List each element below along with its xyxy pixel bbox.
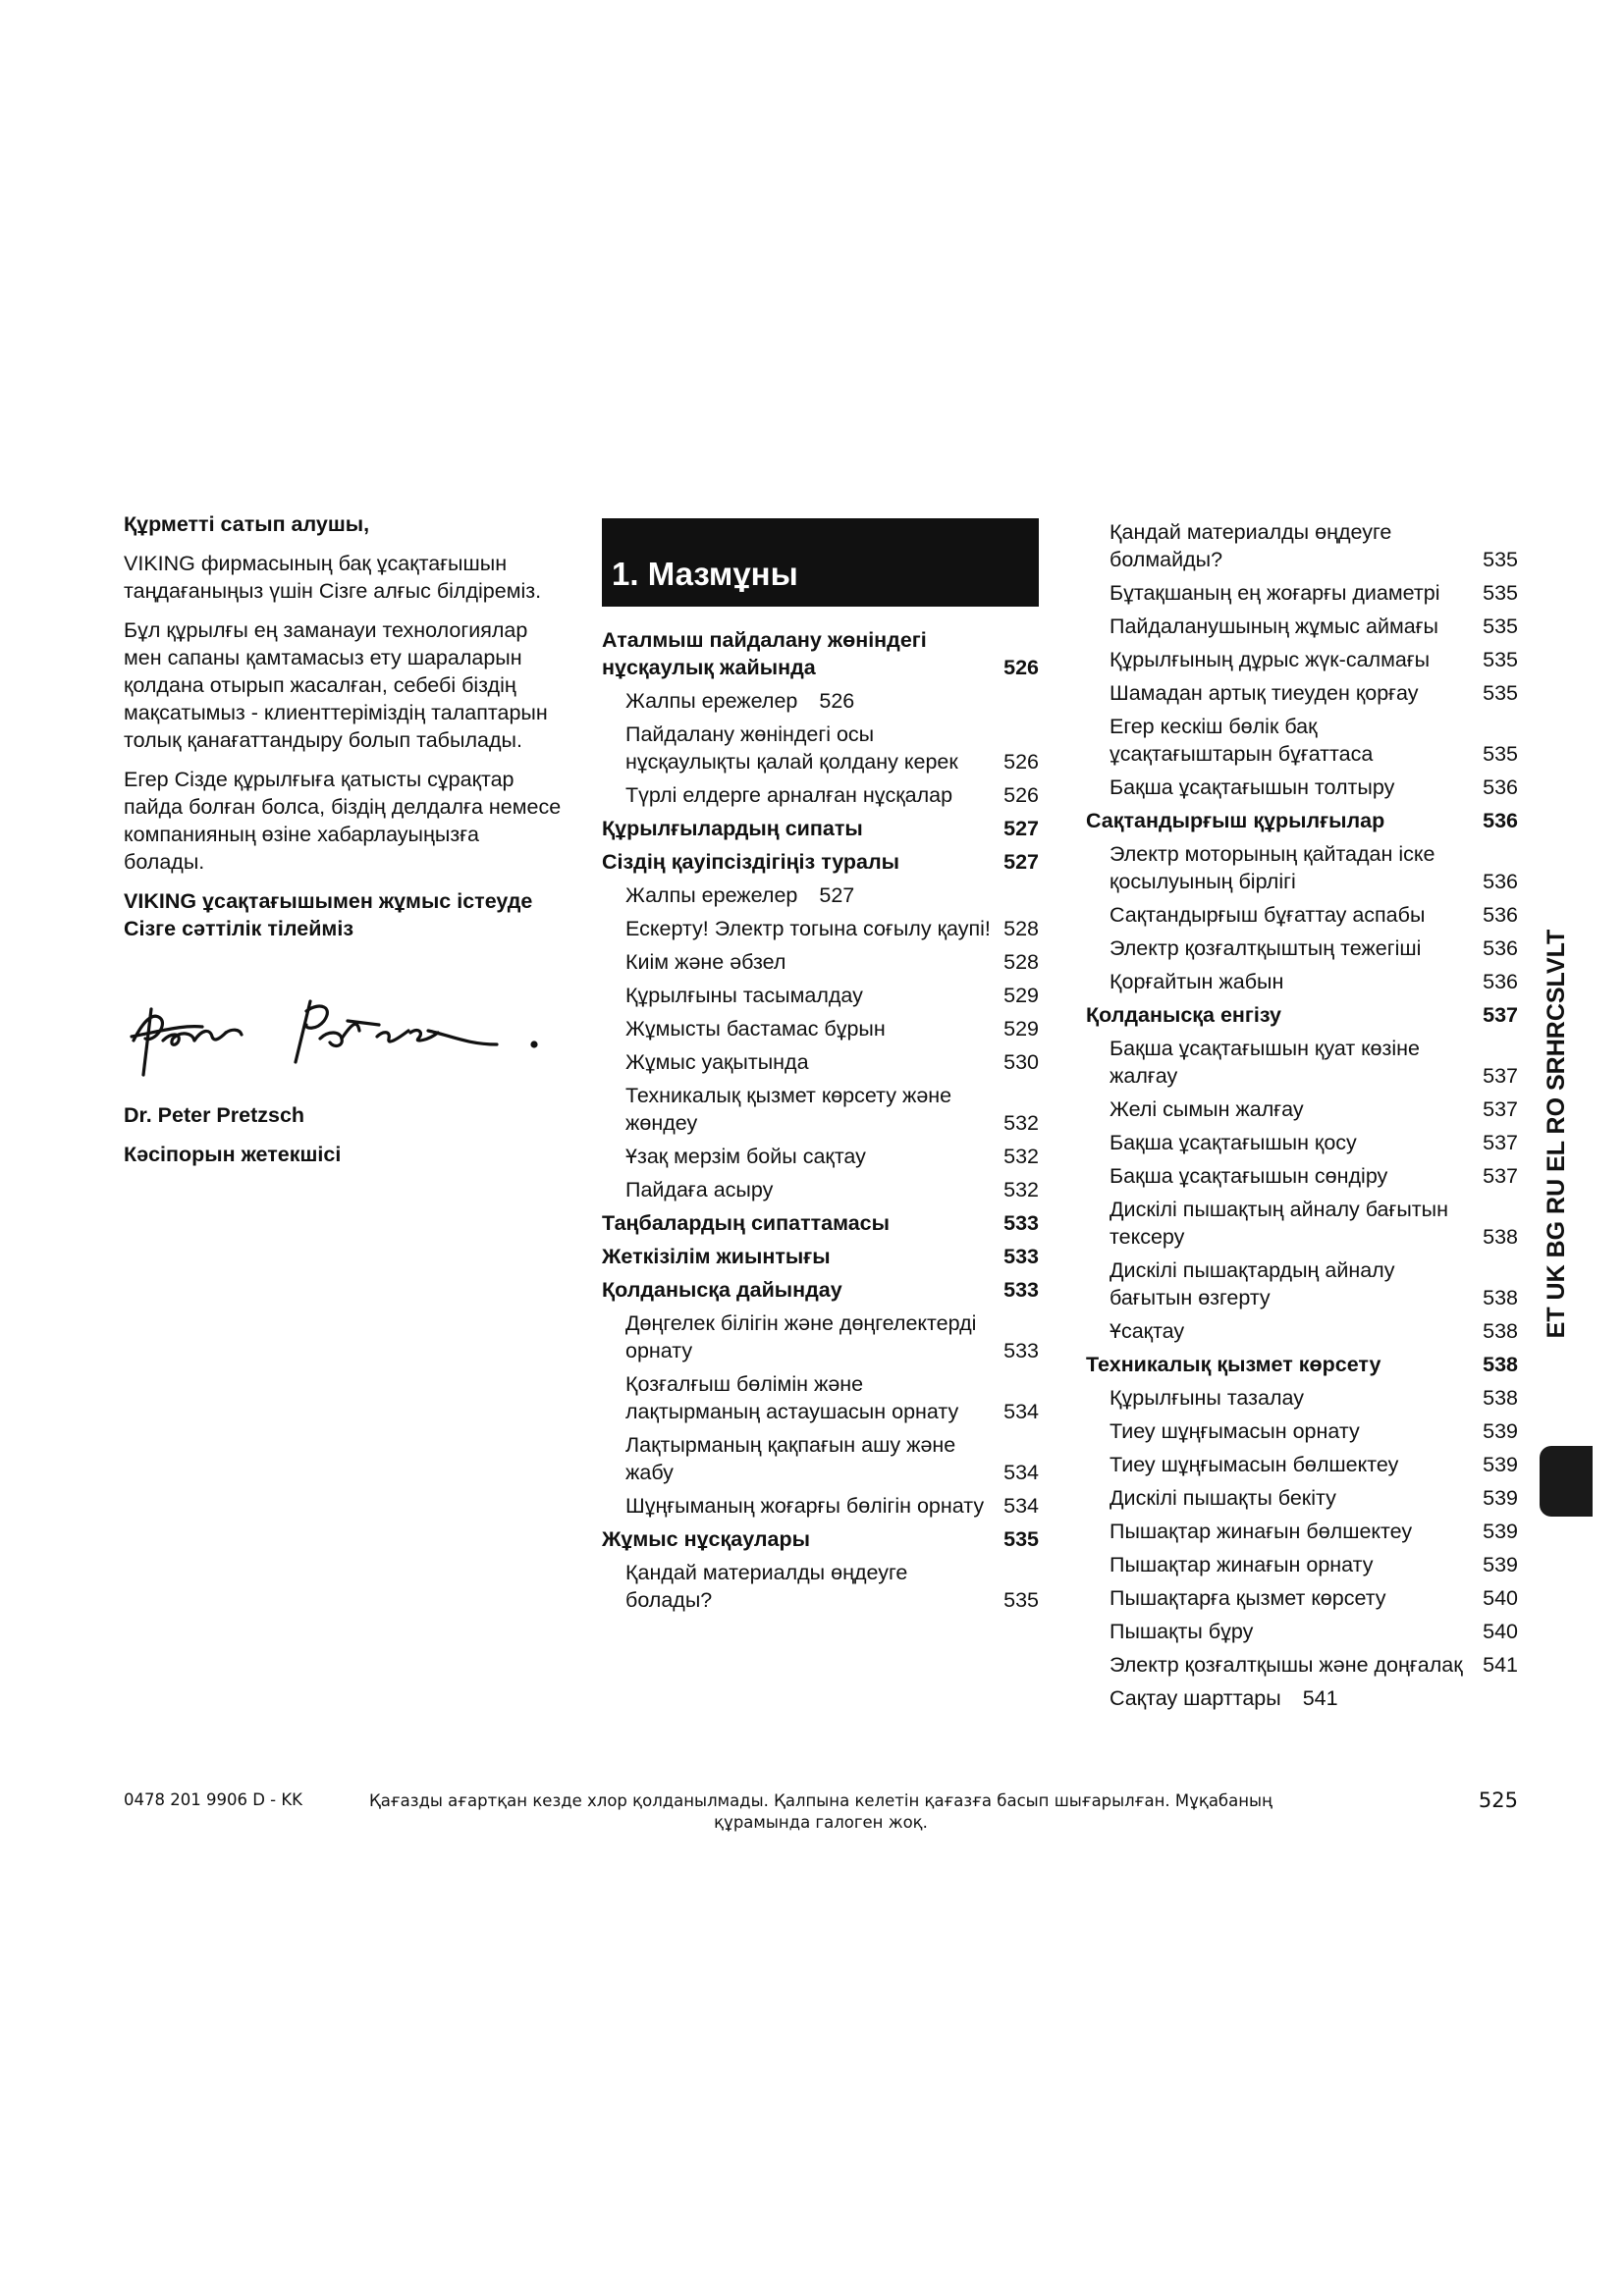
toc-subsection-entry: [1086, 1196, 1518, 1251]
toc-entry-page: 536: [1483, 936, 1518, 960]
toc-entry-title: Дискілі пышақтың айналу бағытын тексеру: [1110, 1198, 1448, 1249]
toc-entry-title: Электр моторының қайтадан іске қосылуының бірлігі: [1110, 842, 1435, 893]
toc-entry-page: 535: [1003, 1588, 1039, 1612]
toc-entry-title: Жұмысты бастамас бұрын: [625, 1017, 886, 1041]
toc-list-1: [602, 626, 1039, 1614]
toc-entry-title: Түрлі елдерге арналған нұсқалар: [625, 783, 953, 807]
toc-entry-page: 534: [1003, 1494, 1039, 1518]
toc-entry-page: 528: [1003, 950, 1039, 974]
toc-entry-page: 526: [819, 689, 855, 713]
toc-entry-title: Қандай материалды өңдеуге болмайды?: [1110, 520, 1392, 571]
toc-entry-title: Сіздің қауіпсіздігіңіз туралы: [602, 850, 900, 874]
toc-entry-page: 526: [1003, 750, 1039, 774]
toc-subsection-entry: [1086, 1256, 1518, 1311]
toc-entry-title: Киім және әбзел: [625, 950, 786, 974]
toc-subsection-entry: [602, 915, 1039, 942]
toc-subsection-entry: [1086, 1684, 1518, 1712]
toc-entry-page: 535: [1483, 742, 1518, 766]
toc-entry-page: 534: [1003, 1400, 1039, 1423]
toc-entry-title: Жалпы ережелер: [625, 689, 798, 713]
greeting-paragraph-1: VIKING фирмасының бақ ұсақтағышын таңдағаныңыз үшін Сізге алғыс білдіреміз.: [124, 552, 542, 603]
toc-entry-page: 536: [1483, 970, 1518, 993]
toc-entry-page: 536: [1483, 775, 1518, 799]
toc-entry-page: 537: [1483, 1064, 1518, 1088]
toc-entry-page: 536: [1483, 870, 1518, 893]
toc-entry-page: 532: [1003, 1145, 1039, 1168]
toc-entry-page: 533: [1003, 1211, 1039, 1235]
toc-entry-page: 535: [1483, 614, 1518, 638]
toc-entry-title: Бұтақшаның ең жоғарғы диаметрі: [1110, 581, 1440, 605]
toc-subsection-entry: [1086, 1162, 1518, 1190]
toc-entry-title: Бақша ұсақтағышын сөндіру: [1110, 1164, 1388, 1188]
toc-entry-page: 537: [1483, 1003, 1518, 1027]
salutation: Құрметті сатып алушы,: [124, 512, 370, 536]
greeting-column: [124, 510, 566, 1180]
toc-list-2: [1086, 518, 1518, 1712]
toc-section-entry: [602, 1276, 1039, 1304]
toc-entry-title: Аталмыш пайдалану жөніндегі нұсқаулық жайында: [602, 628, 927, 679]
toc-section-entry: [602, 1243, 1039, 1270]
toc-title: 1. Мазмұны: [612, 556, 798, 592]
signer-role: Кәсіпорын жетекшісі: [124, 1143, 342, 1166]
toc-subsection-entry: [1086, 646, 1518, 673]
toc-entry-title: Қолданысқа енгізу: [1086, 1003, 1281, 1027]
document-code: 0478 201 9906 D - KK: [124, 1790, 302, 1809]
toc-entry-page: 535: [1483, 548, 1518, 571]
toc-entry-title: Қозғалғыш бөлімін және лақтырманың астаушасын орнату: [625, 1372, 959, 1423]
toc-entry-page: 527: [819, 883, 855, 907]
toc-subsection-entry: [1086, 774, 1518, 801]
toc-entry-page: 537: [1483, 1131, 1518, 1154]
toc-entry-title: Жалпы ережелер: [625, 883, 798, 907]
toc-entry-title: Пышақтар жинағын орнату: [1110, 1553, 1374, 1576]
toc-section-entry: [1086, 807, 1518, 834]
toc-subsection-entry: [1086, 1651, 1518, 1679]
toc-entry-title: Таңбалардың сипаттамасы: [602, 1211, 890, 1235]
toc-entry-title: Тиеу шұңғымасын орнату: [1110, 1419, 1360, 1443]
toc-entry-page: 538: [1483, 1353, 1518, 1376]
toc-subsection-entry: [1086, 1035, 1518, 1090]
toc-subsection-entry: [602, 1176, 1039, 1203]
footer-note: Қағазды ағартқан кезде хлор қолданылмады. Қалпына келетін қағазға басып шығарылған. Мұқабаның құрамында галоген жоқ.: [369, 1791, 1272, 1832]
toc-entry-title: Лақтырманың қақпағын ашу және жабу: [625, 1433, 956, 1484]
toc-subsection-entry: [1086, 1129, 1518, 1156]
toc-subsection-entry: [1086, 1384, 1518, 1412]
toc-entry-page: 535: [1483, 648, 1518, 671]
toc-entry-page: 535: [1483, 581, 1518, 605]
toc-section-entry: [1086, 1351, 1518, 1378]
toc-entry-page: 536: [1483, 903, 1518, 927]
toc-entry-title: Қандай материалды өңдеуге болады?: [625, 1561, 908, 1612]
toc-entry-page: 541: [1302, 1686, 1338, 1710]
toc-entry-title: Электр қозғалтқышы және доңғалақ: [1110, 1653, 1463, 1677]
toc-entry-title: Құрылғыны тазалау: [1110, 1386, 1304, 1410]
toc-entry-page: 529: [1003, 984, 1039, 1007]
toc-entry-title: Ескерту! Электр тогына соғылу қаупі!: [625, 917, 991, 940]
toc-entry-title: Дөңгелек білігін және дөңгелектерді орнату: [625, 1311, 977, 1362]
toc-entry-title: Бақша ұсақтағышын қосу: [1110, 1131, 1357, 1154]
toc-entry-page: 539: [1483, 1453, 1518, 1476]
toc-subsection-entry: [1086, 1317, 1518, 1345]
toc-entry-page: 539: [1483, 1553, 1518, 1576]
toc-subsection-entry: [1086, 713, 1518, 768]
toc-entry-title: Сақтау шарттары: [1110, 1686, 1281, 1710]
signature: [124, 982, 556, 1080]
toc-entry-page: 539: [1483, 1486, 1518, 1510]
toc-entry-title: Пайдаланушының жұмыс аймағы: [1110, 614, 1439, 638]
toc-section-entry: [602, 1525, 1039, 1553]
toc-entry-title: Жеткізілім жиынтығы: [602, 1245, 831, 1268]
toc-entry-page: 534: [1003, 1461, 1039, 1484]
toc-entry-page: 530: [1003, 1050, 1039, 1074]
greeting-closing: VIKING ұсақтағышымен жұмыс істеуде Сізге сәттілік тілейміз: [124, 889, 533, 940]
page-number: 525: [1478, 1789, 1518, 1812]
toc-subsection-entry: [602, 982, 1039, 1009]
greeting-paragraph-3: Егер Сізде құрылғыға қатысты сұрақтар пайда болған болса, біздің делдалға немесе компанияның өзіне хабарлауыңызға болады.: [124, 768, 562, 874]
toc-entry-title: Бақша ұсақтағышын толтыру: [1110, 775, 1395, 799]
toc-subsection-entry: [602, 721, 1039, 775]
toc-subsection-entry: [1086, 579, 1518, 607]
toc-entry-page: 527: [1003, 817, 1039, 840]
toc-entry-page: 533: [1003, 1278, 1039, 1302]
toc-subsection-entry: [602, 1492, 1039, 1520]
toc-column-1: [602, 518, 1039, 1620]
toc-subsection-entry: [602, 1048, 1039, 1076]
toc-entry-title: Шамадан артық тиеуден қорғау: [1110, 681, 1419, 705]
toc-subsection-entry: [602, 781, 1039, 809]
toc-entry-page: 536: [1483, 809, 1518, 832]
toc-section-entry: [602, 815, 1039, 842]
toc-subsection-entry: [1086, 1451, 1518, 1478]
toc-entry-title: Пайдаға асыру: [625, 1178, 774, 1201]
toc-entry-page: 535: [1483, 681, 1518, 705]
toc-subsection-entry: [602, 1370, 1039, 1425]
toc-entry-page: 539: [1483, 1419, 1518, 1443]
toc-entry-title: Техникалық қызмет көрсету: [1086, 1353, 1381, 1376]
toc-entry-page: 539: [1483, 1520, 1518, 1543]
toc-entry-title: Бақша ұсақтағышын қуат көзіне жалғау: [1110, 1037, 1420, 1088]
toc-entry-page: 538: [1483, 1286, 1518, 1309]
toc-entry-page: 541: [1483, 1653, 1518, 1677]
toc-entry-title: Тиеу шұңғымасын бөлшектеу: [1110, 1453, 1399, 1476]
language-tab-strip: [1532, 928, 1581, 1340]
language-tab-marker: [1540, 1446, 1593, 1517]
toc-entry-title: Дискілі пышақты бекіту: [1110, 1486, 1336, 1510]
toc-entry-title: Құрылғының дұрыс жүк-салмағы: [1110, 648, 1431, 671]
toc-entry-page: 537: [1483, 1164, 1518, 1188]
toc-entry-page: 540: [1483, 1586, 1518, 1610]
signer-name: Dr. Peter Pretzsch: [124, 1103, 305, 1127]
toc-entry-title: Техникалық қызмет көрсету және жөндеу: [625, 1084, 952, 1135]
toc-entry-page: 540: [1483, 1620, 1518, 1643]
toc-entry-page: 537: [1483, 1097, 1518, 1121]
toc-subsection-entry: [1086, 518, 1518, 573]
toc-entry-title: Қорғайтын жабын: [1110, 970, 1284, 993]
toc-entry-title: Егер кескіш бөлік бақ ұсақтағыштарын бұғаттаса: [1110, 715, 1374, 766]
toc-subsection-entry: [602, 1015, 1039, 1042]
toc-subsection-entry: [1086, 613, 1518, 640]
toc-entry-title: Пышақтарға қызмет көрсету: [1110, 1586, 1386, 1610]
toc-entry-title: Сақтандырғыш бұғаттау аспабы: [1110, 903, 1426, 927]
toc-entry-title: Жұмыс нұсқаулары: [602, 1527, 810, 1551]
toc-entry-page: 526: [1003, 656, 1039, 679]
toc-subsection-entry: [1086, 679, 1518, 707]
toc-entry-title: Шұңғыманың жоғарғы бөлігін орнату: [625, 1494, 985, 1518]
toc-subsection-entry: [1086, 934, 1518, 962]
toc-entry-title: Сақтандырғыш құрылғылар: [1086, 809, 1385, 832]
toc-entry-page: 529: [1003, 1017, 1039, 1041]
toc-entry-title: Пышақты бұру: [1110, 1620, 1254, 1643]
toc-entry-page: 527: [1003, 850, 1039, 874]
toc-entry-title: Электр қозғалтқыштың тежегіші: [1110, 936, 1422, 960]
toc-section-entry: [602, 1209, 1039, 1237]
toc-entry-title: Ұзақ мерзім бойы сақтау: [625, 1145, 866, 1168]
toc-entry-page: 535: [1003, 1527, 1039, 1551]
toc-subsection-entry: [1086, 968, 1518, 995]
toc-entry-title: Желі сымын жалғау: [1110, 1097, 1304, 1121]
toc-entry-title: Пышақтар жинағын бөлшектеу: [1110, 1520, 1413, 1543]
toc-subsection-entry: [602, 1082, 1039, 1137]
toc-entry-page: 538: [1483, 1386, 1518, 1410]
toc-entry-title: Ұсақтау: [1110, 1319, 1185, 1343]
toc-subsection-entry: [1086, 1417, 1518, 1445]
toc-entry-page: 538: [1483, 1225, 1518, 1249]
toc-title-bar: [602, 518, 1039, 607]
toc-section-entry: [1086, 1001, 1518, 1029]
toc-subsection-entry: [1086, 1484, 1518, 1512]
toc-section-entry: [602, 848, 1039, 876]
toc-subsection-entry: [1086, 1095, 1518, 1123]
toc-subsection-entry: [1086, 1518, 1518, 1545]
toc-entry-page: 533: [1003, 1339, 1039, 1362]
toc-section-entry: [602, 626, 1039, 681]
toc-subsection-entry: [602, 1431, 1039, 1486]
toc-subsection-entry: [602, 687, 1039, 715]
toc-column-2: [1086, 518, 1518, 1718]
toc-entry-title: Жұмыс уақытында: [625, 1050, 809, 1074]
toc-entry-page: 532: [1003, 1111, 1039, 1135]
toc-subsection-entry: [602, 1309, 1039, 1364]
greeting-paragraph-2: Бұл құрылғы ең заманауи технологиялар мен сапаны қамтамасыз ету шараларын қолдана отырып жасалған, себебі біздің мақсатымыз - клиенттеріміздің талаптарын толық қанағаттандыру болып табылады.: [124, 618, 548, 752]
toc-subsection-entry: [1086, 840, 1518, 895]
toc-entry-title: Құрылғылардың сипаты: [602, 817, 863, 840]
toc-subsection-entry: [1086, 1584, 1518, 1612]
toc-subsection-entry: [1086, 1618, 1518, 1645]
toc-subsection-entry: [602, 1559, 1039, 1614]
toc-entry-title: Құрылғыны тасымалдау: [625, 984, 863, 1007]
toc-subsection-entry: [602, 881, 1039, 909]
toc-subsection-entry: [1086, 1551, 1518, 1578]
toc-entry-page: 538: [1483, 1319, 1518, 1343]
toc-entry-page: 526: [1003, 783, 1039, 807]
toc-subsection-entry: [602, 948, 1039, 976]
toc-entry-title: Дискілі пышақтардың айналу бағытын өзгерту: [1110, 1258, 1395, 1309]
toc-subsection-entry: [1086, 901, 1518, 929]
toc-entry-page: 532: [1003, 1178, 1039, 1201]
toc-entry-title: Пайдалану жөніндегі осы нұсқаулықты қалай қолдану керек: [625, 722, 958, 774]
toc-subsection-entry: [602, 1143, 1039, 1170]
toc-entry-title: Қолданысқа дайындау: [602, 1278, 842, 1302]
toc-entry-page: 533: [1003, 1245, 1039, 1268]
toc-entry-page: 528: [1003, 917, 1039, 940]
language-codes: ET UK BG RU EL RO SRHRCSLVLT: [1543, 929, 1570, 1339]
